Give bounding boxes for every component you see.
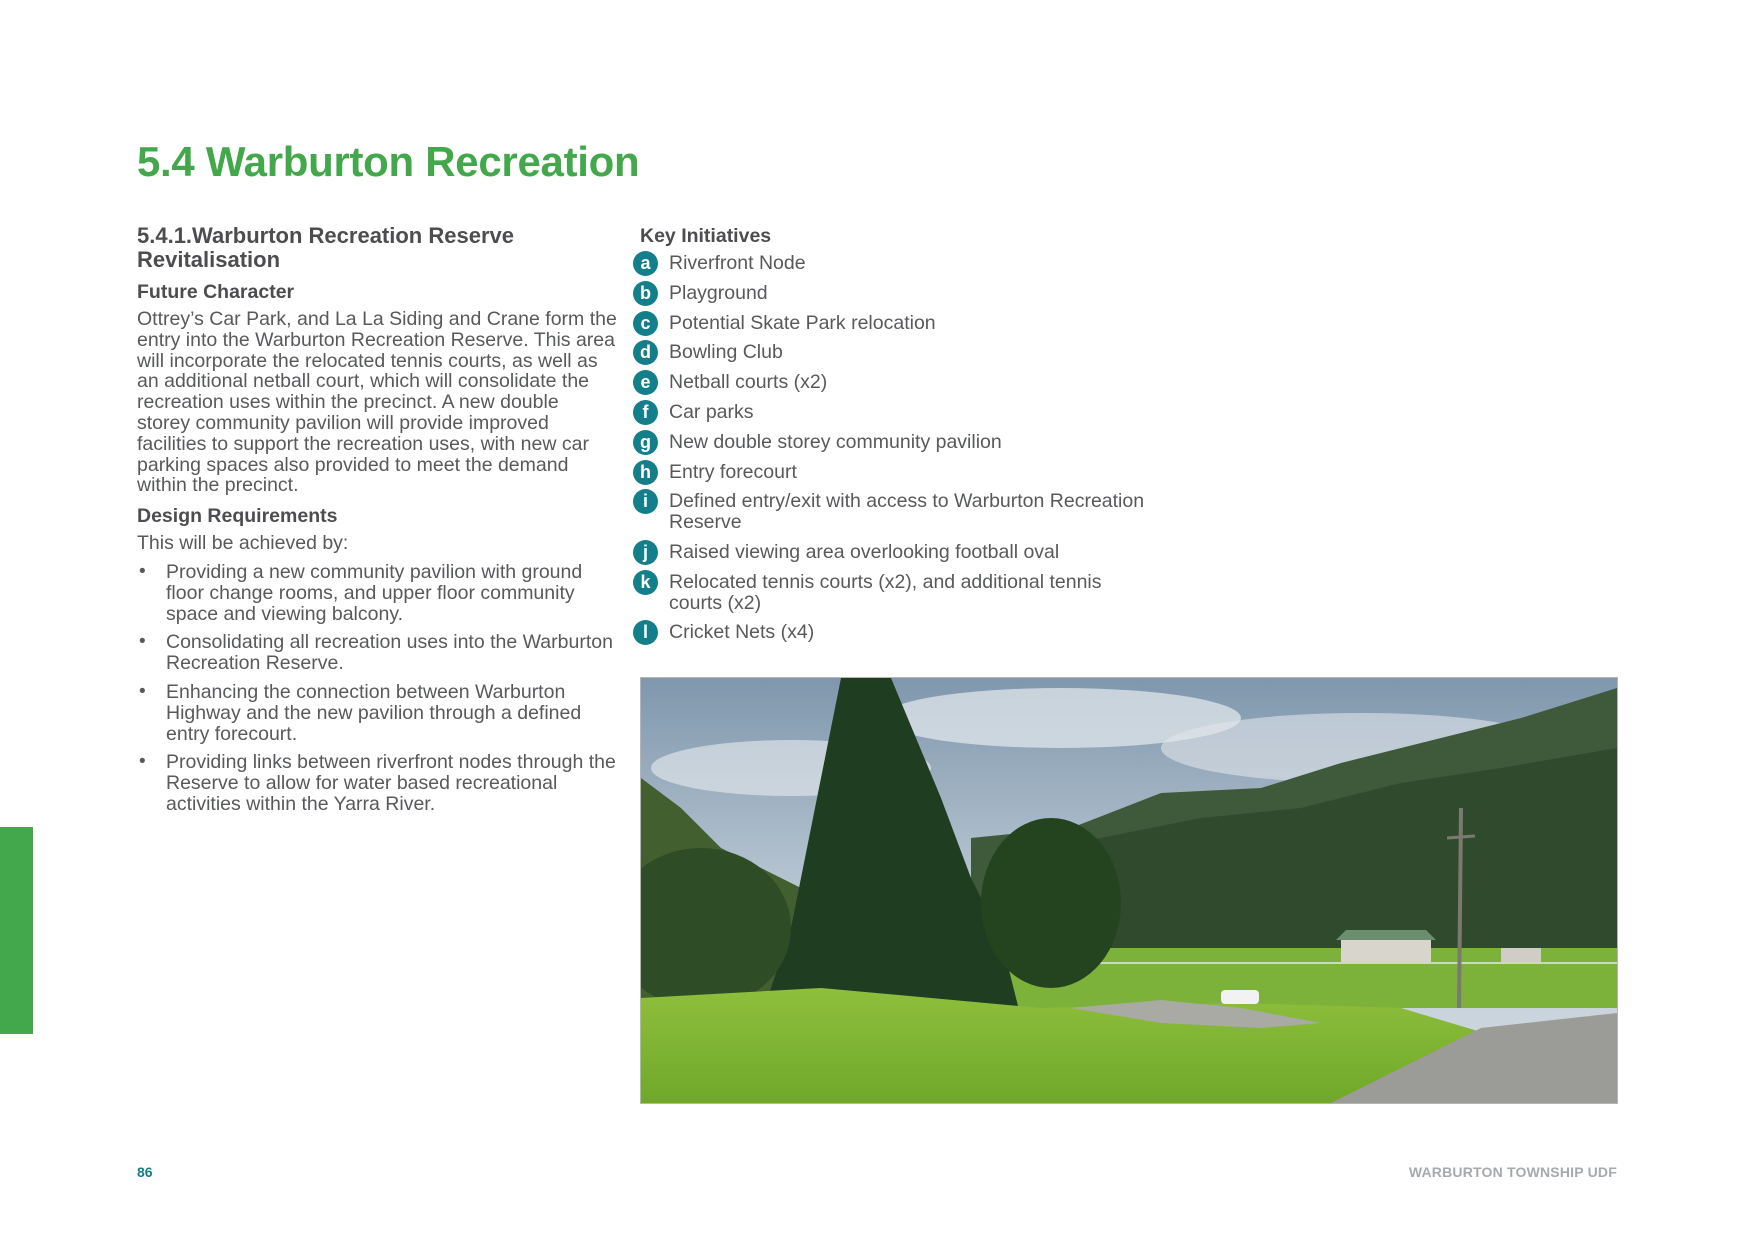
initiative-item-l	[633, 622, 1153, 643]
initiative-badge: j	[633, 540, 658, 565]
initiative-badge: a	[633, 251, 658, 276]
initiative-item-b	[633, 283, 1153, 304]
initiative-badge: i	[633, 489, 658, 514]
round-tree	[981, 818, 1121, 988]
page-number: 86	[137, 1164, 153, 1180]
initiative-badge: l	[633, 620, 658, 645]
future-character-text: Ottrey’s Car Park, and La La Siding and Crane form the entry into the Warburton Recreation Reserve. This area will incorporate the relocated tennis courts, as well as an additional netball court, which will consolidate the recreation uses within the precinct. A new double storey community pavilion will provide improved facilities to support the recreation uses, with new car parking spaces also provided to meet the demand within the precinct.	[137, 308, 617, 497]
initiative-text: Riverfront Node	[669, 252, 806, 274]
initiative-badge: b	[633, 281, 658, 306]
design-requirements-list	[137, 562, 617, 815]
shed-building	[1501, 948, 1541, 962]
initiative-text: Relocated tennis courts (x2), and additional tennis courts (x2)	[669, 570, 1102, 614]
initiative-item-e	[633, 372, 1153, 393]
initiative-text: Car parks	[669, 400, 754, 423]
bullet-icon: •	[139, 680, 146, 702]
initiative-text: Playground	[669, 281, 768, 304]
section-tab-marker	[0, 827, 33, 1034]
initiative-text: Netball courts (x2)	[669, 371, 828, 394]
design-requirements-lead: This will be achieved by:	[137, 532, 349, 555]
bullet-item	[137, 562, 617, 624]
initiative-badge: g	[633, 430, 658, 455]
recreation-reserve-photo	[640, 677, 1618, 1104]
initiative-item-h	[633, 462, 1153, 483]
initiative-badge: e	[633, 370, 658, 395]
bullet-text: Providing a new community pavilion with ground floor change rooms, and upper floor community space and viewing balcony.	[166, 560, 583, 625]
initiative-item-f	[633, 402, 1153, 423]
initiative-badge: d	[633, 340, 658, 365]
right-column	[633, 224, 1153, 652]
initiative-text: Bowling Club	[669, 341, 783, 364]
initiative-item-i	[633, 491, 1153, 533]
bullet-item	[137, 632, 617, 674]
initiative-text: Cricket Nets (x4)	[669, 621, 815, 644]
initiative-text: Entry forecourt	[669, 460, 797, 483]
initiative-text: New double storey community pavilion	[669, 430, 1002, 453]
initiative-text: Potential Skate Park relocation	[669, 311, 936, 334]
parked-car	[1221, 990, 1259, 1004]
bullet-icon: •	[139, 751, 146, 773]
key-initiatives-list	[633, 253, 1153, 643]
bullet-text: Enhancing the connection between Warburton Highway and the new pavilion through a defined entry forecourt.	[166, 680, 582, 745]
key-initiatives-heading: Key Initiatives	[640, 225, 772, 247]
initiative-text: Raised viewing area overlooking football oval	[669, 540, 1060, 563]
page-title: 5.4 Warburton Recreation	[137, 138, 640, 185]
document-name: WARBURTON TOWNSHIP UDF	[1408, 1164, 1617, 1180]
bullet-icon: •	[139, 560, 146, 582]
landscape-illustration	[641, 678, 1617, 1103]
initiative-item-k	[633, 572, 1153, 614]
power-pole-crossbar	[1447, 836, 1475, 838]
initiative-badge: f	[633, 400, 658, 425]
initiative-item-g	[633, 432, 1153, 453]
initiative-item-c	[633, 313, 1153, 334]
bullet-icon: •	[139, 631, 146, 653]
initiative-item-j	[633, 542, 1153, 563]
pavilion-building	[1341, 940, 1431, 962]
section-heading: 5.4.1.Warburton Recreation Reserve Revitalisation	[137, 223, 514, 272]
future-character-heading: Future Character	[137, 281, 295, 303]
left-column	[137, 224, 617, 823]
bullet-text: Consolidating all recreation uses into the Warburton Recreation Reserve.	[166, 631, 613, 675]
design-requirements-heading: Design Requirements	[137, 505, 338, 528]
initiative-item-d	[633, 342, 1153, 363]
initiative-badge: c	[633, 311, 658, 336]
pavilion-roof	[1336, 930, 1436, 940]
bullet-item	[137, 682, 617, 744]
initiative-badge: h	[633, 460, 658, 485]
bullet-text: Providing links between riverfront nodes through the Reserve to allow for water based recreational activities within the Yarra River.	[166, 751, 616, 815]
initiative-text: Defined entry/exit with access to Warburton Recreation Reserve	[669, 490, 1145, 534]
initiative-badge: k	[633, 570, 658, 595]
bullet-item	[137, 752, 617, 814]
initiative-item-a	[633, 253, 1153, 274]
